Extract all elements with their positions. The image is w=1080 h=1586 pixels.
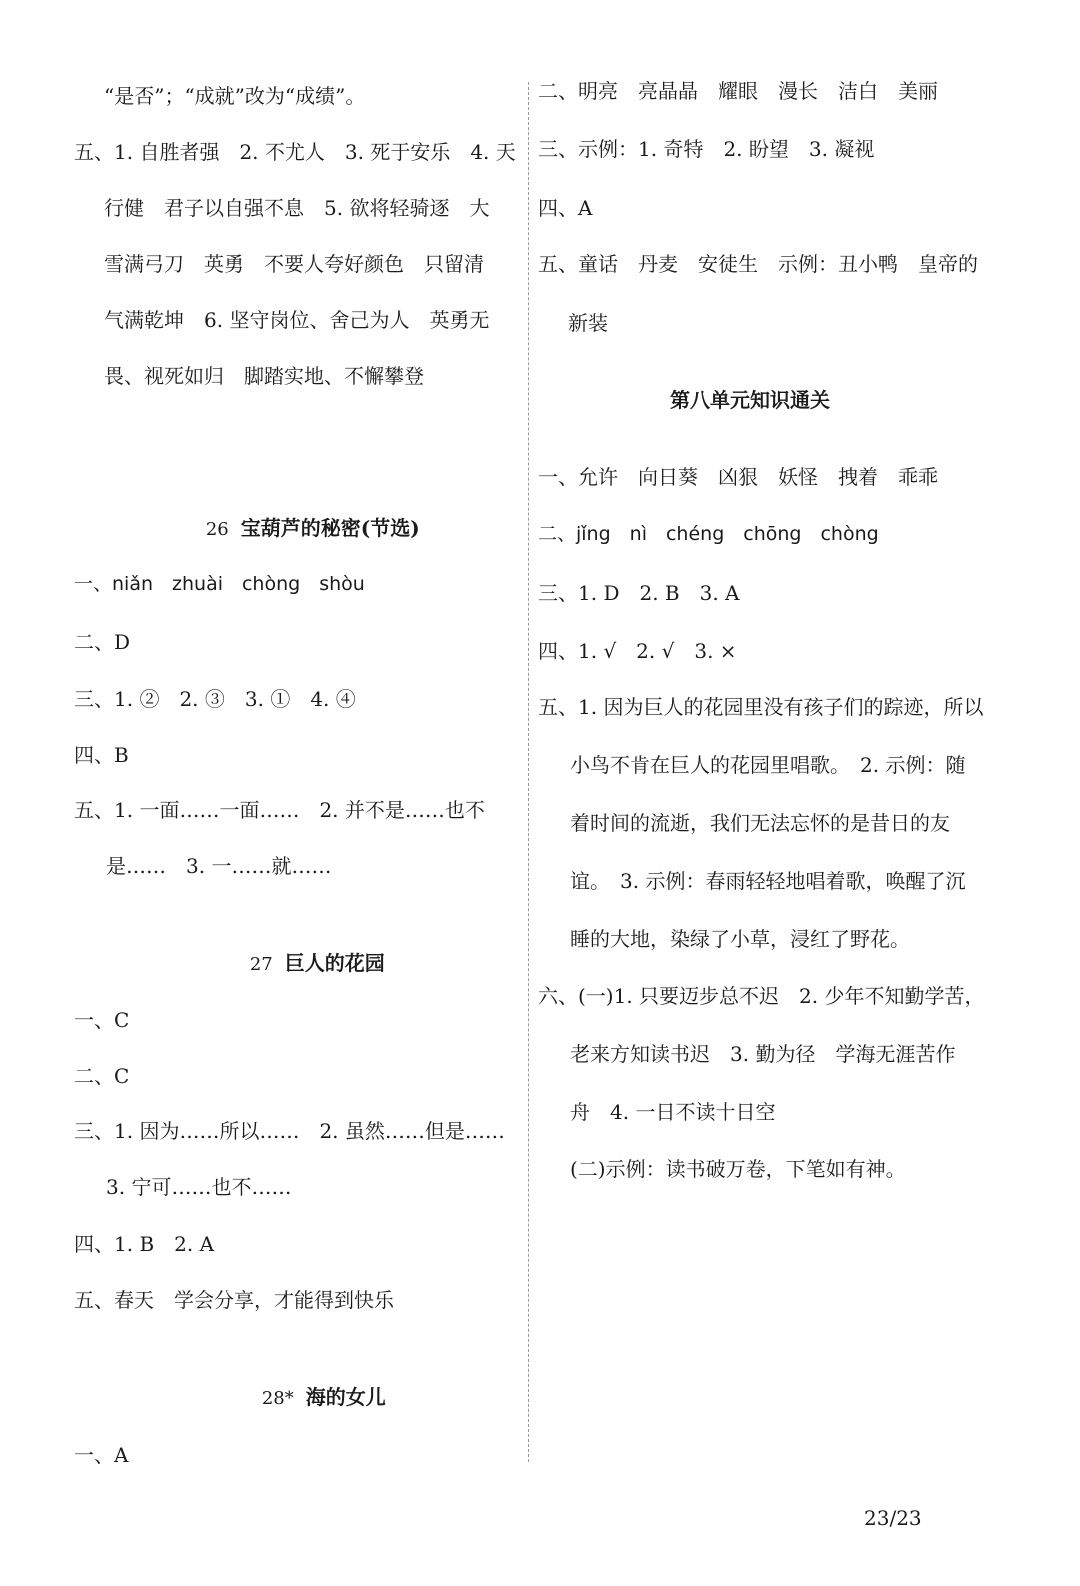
lesson-heading-26	[178, 498, 420, 559]
answer-line: 四、1. √ 2. √ 3. ×	[538, 639, 737, 663]
page-indicator: 23/23	[864, 1506, 922, 1530]
answer-line: 二、C	[74, 1064, 130, 1088]
answer-line: 着时间的流逝，我们无法忘怀的是昔日的友	[570, 811, 950, 835]
answer-line: 五、童话 丹麦 安徒生 示例：丑小鸭 皇帝的	[538, 252, 978, 276]
answer-line: 五、1. 自胜者强 2. 不尤人 3. 死于安乐 4. 天	[74, 140, 516, 164]
answer-line: 一、C	[74, 1008, 130, 1032]
lesson-title: 海的女儿	[305, 1385, 386, 1409]
answer-line: 气满乾坤 6. 坚守岗位、舍己为人 英勇无	[104, 308, 490, 332]
answer-line: 新装	[568, 311, 608, 335]
lesson-heading-27	[222, 933, 385, 994]
answer-line: 一、允许 向日葵 凶狠 妖怪 拽着 乖乖	[538, 465, 938, 489]
answer-line: 三、1. 因为……所以…… 2. 虽然……但是……	[74, 1119, 505, 1143]
answer-line: 五、春天 学会分享，才能得到快乐	[74, 1288, 394, 1312]
answer-line: 三、1. D 2. B 3. A	[538, 581, 740, 605]
answer-line: 三、示例：1. 奇特 2. 盼望 3. 凝视	[538, 137, 875, 161]
lesson-title: 宝葫芦的秘密(节选)	[240, 516, 420, 540]
answer-line: 舟 4. 一日不读十日空	[570, 1100, 776, 1124]
answer-line: 五、1. 因为巨人的花园里没有孩子们的踪迹，所以	[538, 695, 984, 719]
answer-line: 五、1. 一面……一面…… 2. 并不是……也不	[74, 798, 485, 822]
lesson-title: 巨人的花园	[284, 951, 385, 975]
lesson-heading-28	[234, 1367, 386, 1428]
answer-line: 二、D	[74, 630, 131, 654]
answer-line: 是…… 3. 一……就……	[106, 854, 332, 878]
column-divider	[528, 82, 529, 1462]
lesson-number: 28*	[261, 1388, 294, 1409]
answer-line: 雪满弓刀 英勇 不要人夸好颜色 只留清	[104, 252, 484, 276]
answer-line: “是否”；“成就”改为“成绩”。	[104, 84, 366, 108]
answer-line: 一、A	[74, 1443, 129, 1467]
answer-line: 行健 君子以自强不息 5. 欲将轻骑逐 大	[104, 196, 490, 220]
lesson-number: 27	[249, 954, 273, 975]
answer-line: 三、1. ② 2. ③ 3. ① 4. ④	[74, 687, 356, 711]
lesson-number: 26	[205, 519, 229, 540]
answer-line: 畏、视死如归 脚踏实地、不懈攀登	[104, 364, 424, 388]
answer-line: 二、明亮 亮晶晶 耀眼 漫长 洁白 美丽	[538, 79, 938, 103]
answer-line: 3. 宁可……也不……	[106, 1175, 292, 1199]
answer-line: 四、1. B 2. A	[74, 1232, 215, 1256]
answer-line: 睡的大地，染绿了小草，浸红了野花。	[570, 927, 910, 951]
answer-line: 二、jǐng nì chéng chōng chòng	[538, 523, 879, 545]
answer-line: 四、B	[74, 743, 129, 767]
answer-line: 四、A	[538, 196, 593, 220]
answer-line: 谊。 3. 示例：春雨轻轻地唱着歌，唤醒了沉	[570, 869, 966, 893]
answer-line: 六、(一)1. 只要迈步总不迟 2. 少年不知勤学苦，	[538, 984, 985, 1008]
answer-line: 小鸟不肯在巨人的花园里唱歌。 2. 示例：随	[570, 753, 966, 777]
answer-line: 一、niǎn zhuài chòng shòu	[74, 573, 365, 595]
answer-line: (二)示例：读书破万卷，下笔如有神。	[570, 1157, 906, 1181]
unit-heading: 第八单元知识通关	[670, 388, 830, 412]
answer-line: 老来方知读书迟 3. 勤为径 学海无涯苦作	[570, 1042, 956, 1066]
